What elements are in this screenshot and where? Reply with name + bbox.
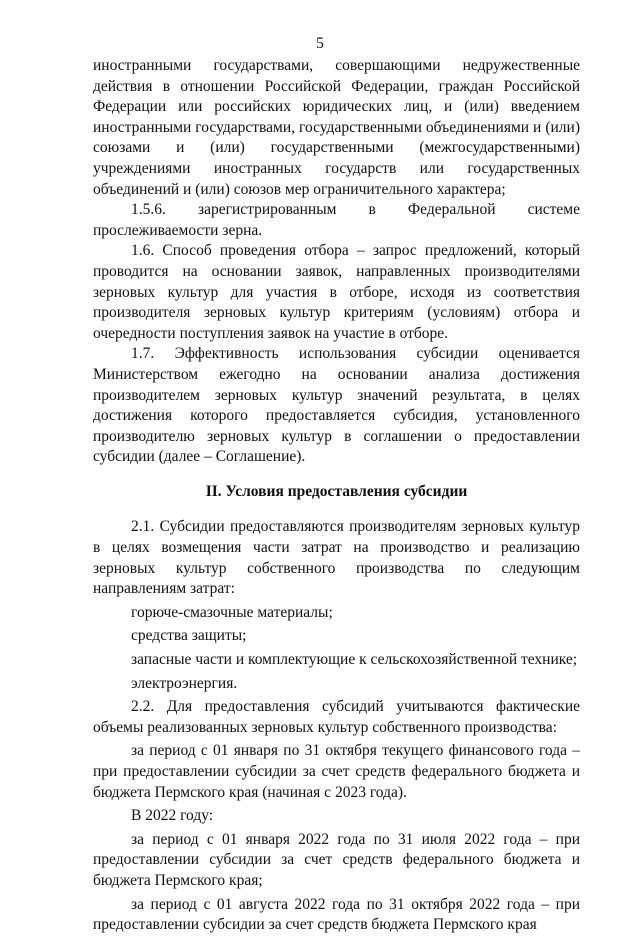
section-heading: II. Условия предоставления субсидии xyxy=(205,482,468,500)
paragraph: за период с 01 августа 2022 года по 31 октября 2022 года – при предоставлении субсидии за счет средств бюджета Пермского края xyxy=(93,895,580,934)
page-number: 5 xyxy=(316,35,324,52)
document-body xyxy=(93,56,580,936)
paragraph: иностранными государствами, совершающими недружественные действия в отношении Российской Федерации, граждан Российской Федерации или российских юридических лиц, и (или) введением иностранными государствами, государственными объединениями и (или) союзами и (или) государственными (межгосударственными) учреждениями иностранных государств или государственных объединений и (или) союзов мер ограничительного характера; xyxy=(93,57,580,198)
paragraph: 2.2. Для предоставления субсидий учитываются фактические объемы реализованных зерновых культур собственного производства: xyxy=(93,698,580,736)
paragraph: В 2022 году: xyxy=(131,807,214,825)
list-item: электроэнергия. xyxy=(131,674,238,692)
paragraph: 1.6. Способ проведения отбора – запрос предложений, который проводится на основании заявок, направленных производителями зерновых культур для участия в отборе, исходя из соответствия производителя зерновых культур критериям (условиям) отбора и очередности поступления заявок на участие в отборе. xyxy=(93,242,580,342)
paragraph: за период с 01 января по 31 октября текущего финансового года – при предоставлении субсидии за счет средств федерального бюджета и бюджета Пермского края (начиная с 2023 года). xyxy=(93,742,580,801)
paragraph: за период с 01 января 2022 года по 31 июля 2022 года – при предоставлении субсидии за счет средств федерального бюджета и бюджета Пермского края; xyxy=(93,830,580,889)
paragraph: 2.1. Субсидии предоставляются производителям зерновых культур в целях возмещения части затрат на производство и реализацию зерновых культур собственного производства по следующим направлениям затрат: xyxy=(93,518,580,598)
paragraph: 1.5.6. зарегистрированным в Федеральной системе прослеживаемости зерна. xyxy=(93,201,580,239)
paragraph: 1.7. Эффективность использования субсидии оценивается Министерством ежегодно на основании анализа достижения производителем зерновых культур значений результата, в целях достижения которого предоставляется субсидия, установленного производителю зерновых культур в соглашении о предоставлении субсидии (далее – Соглашение). xyxy=(93,345,580,466)
list-item: средства защиты; xyxy=(131,627,247,645)
list-item: запасные части и комплектующие к сельскохозяйственной технике; xyxy=(131,651,578,669)
list-item: горюче-смазочные материалы; xyxy=(131,603,333,621)
